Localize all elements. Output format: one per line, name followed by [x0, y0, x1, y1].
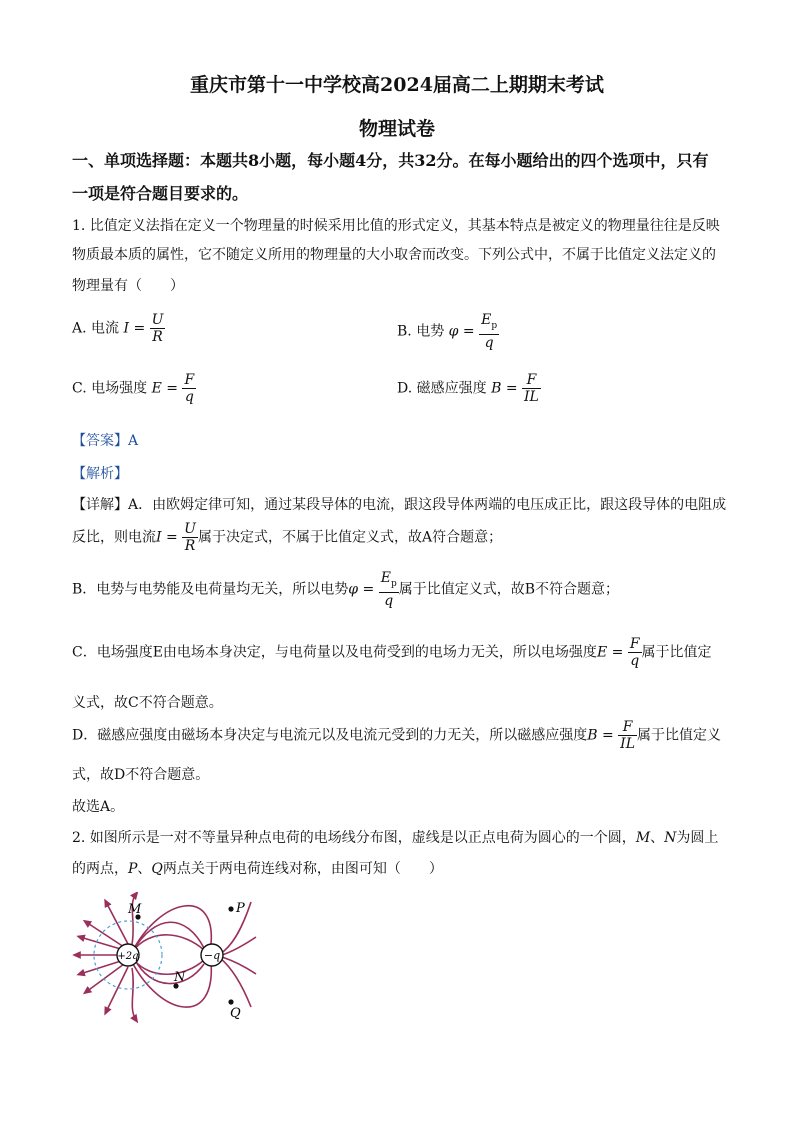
q1-option-a: A. 电流 I = $\frac{U}{R}$ [72, 312, 164, 345]
q1-detail-d-line1: D．磁感应强度由磁场本身决定与电流元以及电流元受到的力无关，所以磁感应强度B = $\frac{F}{IL}$ 属于比值定义 [72, 719, 721, 752]
page-subtitle: 物理试卷 [358, 118, 435, 140]
field-line [222, 937, 256, 955]
formula-f-over-q-inline: $\frac{F}{q}$ [629, 636, 640, 669]
option-c-label: C. 电场强度 [72, 380, 148, 397]
q1-option-d: D. 磁感应强度 B = $\frac{F}{IL}$ [397, 372, 539, 405]
q1-stem-line3: 物理量有（ ） [72, 278, 184, 294]
formula-u-over-r-inline: $\frac{U}{R}$ [184, 521, 196, 554]
section-heading-line1: 一、单项选择题：本题共8小题，每小题4分，共32分。在每小题给出的四个选项中，只有 [72, 151, 709, 170]
field-line [220, 958, 251, 1007]
q2-stem-line2: 的两点，P、Q两点关于两电荷连线对称，由图可知（ ） [72, 861, 443, 877]
q1-stem-line2: 物质最本质的属性，它不随定义所用的物理量的大小取舍而改变。下列公式中，不属于比值定义法定义的 [72, 247, 716, 263]
formula-f-over-q: $\frac{F}{q}$ [184, 372, 195, 405]
q1-option-c: C. 电场强度 E = $\frac{F}{q}$ [72, 372, 195, 405]
section-heading-line2: 一项是符合题目要求的。 [72, 184, 249, 203]
option-b-label: B. 电势 [397, 323, 445, 340]
q1-stem-line1: 1. 比值定义法指在定义一个物理量的时候采用比值的形式定义，其基本特点是被定义的物理量往往是反映 [72, 218, 720, 234]
field-line [80, 960, 124, 974]
q1-conclusion: 故选A。 [72, 799, 125, 815]
q1-detail-a-line2: 反比，则电流I = $\frac{U}{R}$ 属于决定式，不属于比值定义式，故A符合题意； [72, 521, 503, 554]
q1-detail-c-line2: 义式，故C不符合题意。 [72, 695, 223, 711]
q1-answer: 【答案】A [72, 433, 139, 449]
point-q-label: Q [230, 1006, 241, 1021]
q1-detail-b: B．电势与电势能及电荷量均无关，所以电势φ = $\frac{E_p}{q}$ 属于比值定义式，故B不符合题意； [72, 570, 620, 609]
field-line [132, 922, 204, 952]
point-n-label: N [174, 970, 186, 985]
q2-stem-line1: 2. 如图所示是一对不等量异种点电荷的电场线分布图，虚线是以正点电荷为圆心的一个圆，M、N为圆上 [72, 830, 719, 846]
formula-ep-over-q: $\frac{E_p}{q}$ [481, 312, 498, 351]
point-q [228, 999, 233, 1004]
field-line [132, 968, 136, 1020]
point-m-label: M [128, 902, 142, 917]
negative-charge-label: −q [203, 949, 221, 962]
option-a-label: A. 电流 [72, 320, 120, 337]
page-title: 重庆市第十一中学校高2024届高二上期期末考试 [190, 74, 604, 96]
q1-option-b: B. 电势 φ = $\frac{E_p}{q}$ [397, 312, 498, 351]
q1-detail-c-line1: C．电场强度E由电场本身决定，与电荷量以及电荷受到的电场力无关，所以电场强度E = $\frac{F}{q}$ 属于比值定 [72, 636, 712, 669]
field-line [134, 958, 204, 984]
point-p [228, 906, 233, 911]
positive-charge-label: +2q [117, 951, 139, 962]
option-d-label: D. 磁感应强度 [397, 380, 487, 397]
q1-detail-d-line2: 式，故D不符合题意。 [72, 767, 210, 783]
q1-detail-a-line1: 【详解】A．由欧姆定律可知，通过某段导体的电流，跟这段导体两端的电压成正比，跟这段导体的电阻成 [72, 497, 727, 513]
field-line [132, 906, 211, 952]
electric-field-line-diagram [66, 892, 266, 1027]
point-p-label: P [236, 901, 245, 916]
formula-ep-over-q-inline: $\frac{E_p}{q}$ [380, 570, 397, 609]
field-line [106, 967, 128, 1012]
formula-u-over-r: $\frac{U}{R}$ [151, 312, 164, 345]
formula-f-over-il: $\frac{F}{IL}$ [524, 372, 539, 405]
q1-analysis-label: 【解析】 [72, 466, 128, 482]
formula-f-over-il-inline: $\frac{F}{IL}$ [620, 719, 635, 752]
